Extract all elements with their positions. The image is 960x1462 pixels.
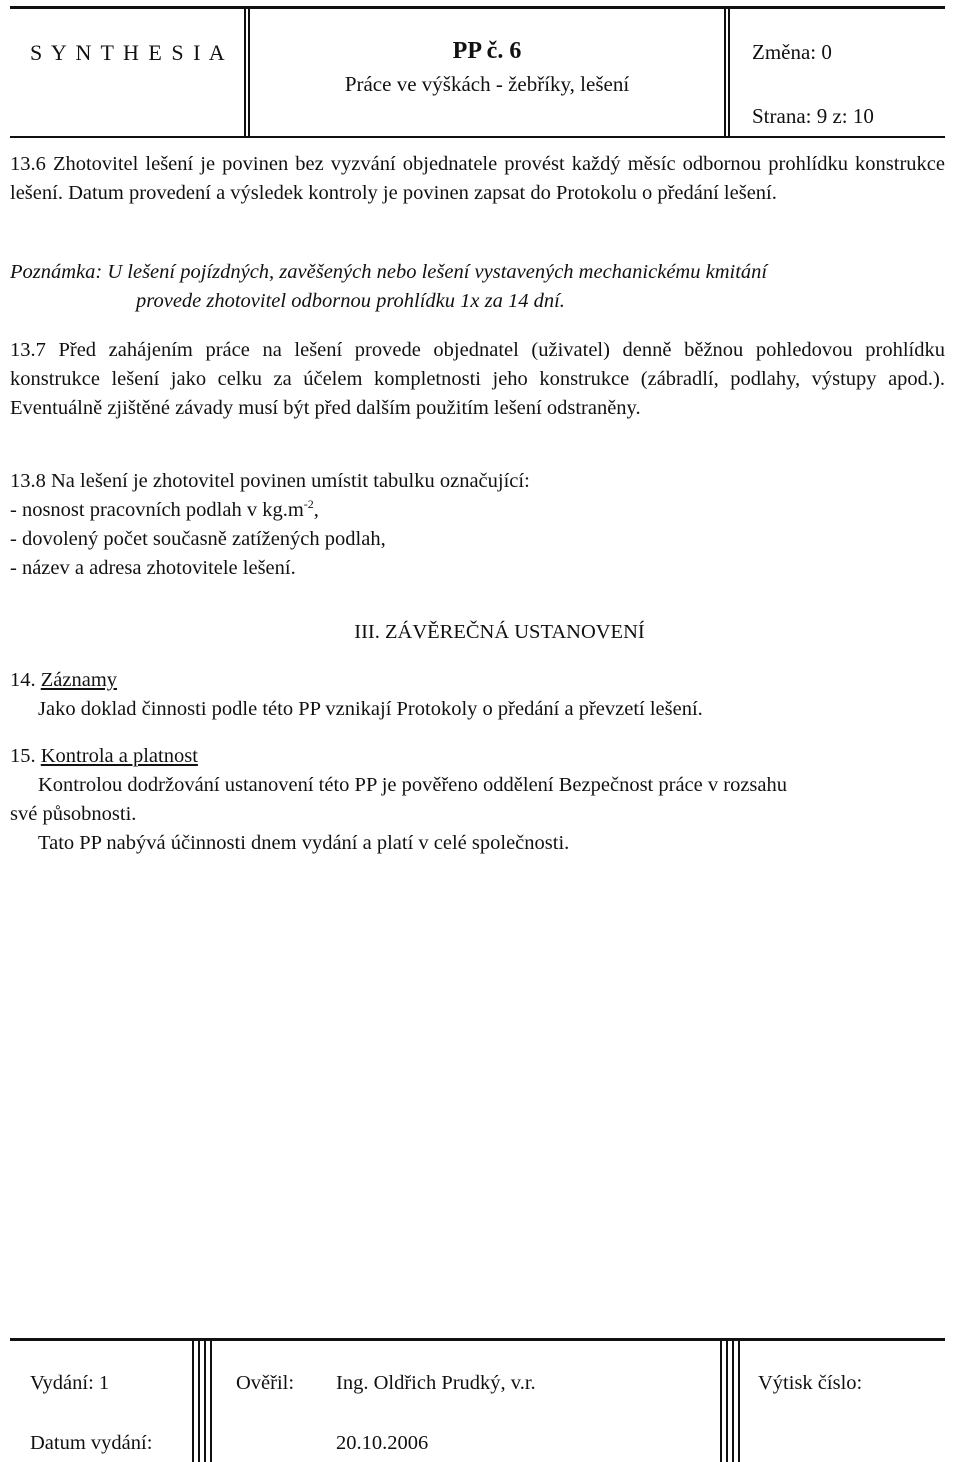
page-number: Strana: 9 z: 10 bbox=[752, 104, 874, 128]
footer-divider-3 bbox=[204, 1338, 206, 1462]
section-15-text-1a: Kontrolou dodržování ustanovení této PP je pověřeno oddělení Bezpečnost práce v rozsahu bbox=[38, 774, 787, 796]
section-13-8-item-3: - název a adresa zhotovitele lešení. bbox=[10, 557, 296, 579]
footer-divider-8 bbox=[738, 1338, 740, 1462]
change-number: Změna: 0 bbox=[752, 40, 832, 64]
footer-divider-7 bbox=[732, 1338, 734, 1462]
section-14 bbox=[10, 666, 945, 724]
header-bottom-rule bbox=[10, 136, 945, 138]
footer-divider-5 bbox=[720, 1338, 722, 1462]
section-14-text: Jako doklad činnosti podle této PP vznikají Protokoly o předání a převzetí lešení. bbox=[38, 698, 703, 720]
section-13-8-item-1: - nosnost pracovních podlah v $kg.m^{-2}$, bbox=[10, 497, 319, 521]
section-15-text-1b: své působnosti. bbox=[10, 803, 137, 825]
note-line-2: provede zhotovitel odbornou prohlídku 1x za 14 dní. bbox=[136, 290, 565, 312]
company-name: S Y N T H E S I A bbox=[30, 40, 227, 65]
footer-top-rule bbox=[10, 1338, 945, 1341]
issue-number: Vydání: 1 bbox=[30, 1372, 110, 1394]
issue-date-label: Datum vydání: bbox=[30, 1432, 153, 1454]
footer-divider-4 bbox=[210, 1338, 212, 1462]
header-top-rule bbox=[10, 6, 945, 9]
section-15-text-2: Tato PP nabývá účinnosti dnem vydání a platí v celé společnosti. bbox=[38, 832, 570, 854]
verified-by: Ing. Oldřich Prudký, v.r. bbox=[336, 1372, 536, 1394]
section-13-6: 13.6 Zhotovitel lešení je povinen bez vyzvání objednatele provést každý měsíc odbornou prohlídku konstrukce lešení. Datum provedení a výsledek kontroly je povinen zapsat do Protokolu o předání lešení. bbox=[10, 153, 945, 204]
document-title: Práce ve výškách - žebříky, lešení bbox=[344, 72, 630, 96]
footer-divider-2 bbox=[198, 1338, 200, 1462]
verified-label: Ověřil: bbox=[236, 1372, 295, 1394]
issue-date: 20.10.2006 bbox=[336, 1432, 429, 1454]
note-line-1: Poznámka: U lešení pojízdných, zavěšených nebo lešení vystavených mechanickému kmitání bbox=[10, 261, 768, 283]
section-15-heading: 15. Kontrola a platnost bbox=[10, 745, 198, 767]
section-14-heading: 14. Záznamy bbox=[10, 669, 118, 691]
section-13-7: 13.7 Před zahájením práce na lešení provede objednatel (uživatel) denně běžnou pohledovou prohlídku konstrukce lešení jako celku za účelem kompletnosti jeho konstrukce (zábradlí, podlahy, výstupy apod.). Eventuálně zjištěné závady musí být před dalším použitím lešení odstraněny. bbox=[10, 339, 945, 419]
footer-divider-1 bbox=[192, 1338, 194, 1462]
footer-divider-6 bbox=[726, 1338, 728, 1462]
section-13-8 bbox=[10, 467, 945, 583]
note bbox=[10, 258, 945, 316]
document-number: PP č. 6 bbox=[452, 38, 522, 64]
part-title: III. ZÁVĚREČNÁ USTANOVENÍ bbox=[354, 621, 645, 643]
copy-number-label: Výtisk číslo: bbox=[758, 1372, 863, 1394]
section-13-8-intro: 13.8 Na lešení je zhotovitel povinen umístit tabulku označující: bbox=[10, 470, 530, 492]
header-divider-4 bbox=[728, 6, 730, 138]
section-13-8-item-2: - dovolený počet současně zatížených podlah, bbox=[10, 528, 386, 550]
section-15 bbox=[10, 742, 945, 858]
header-divider-1 bbox=[244, 6, 246, 138]
